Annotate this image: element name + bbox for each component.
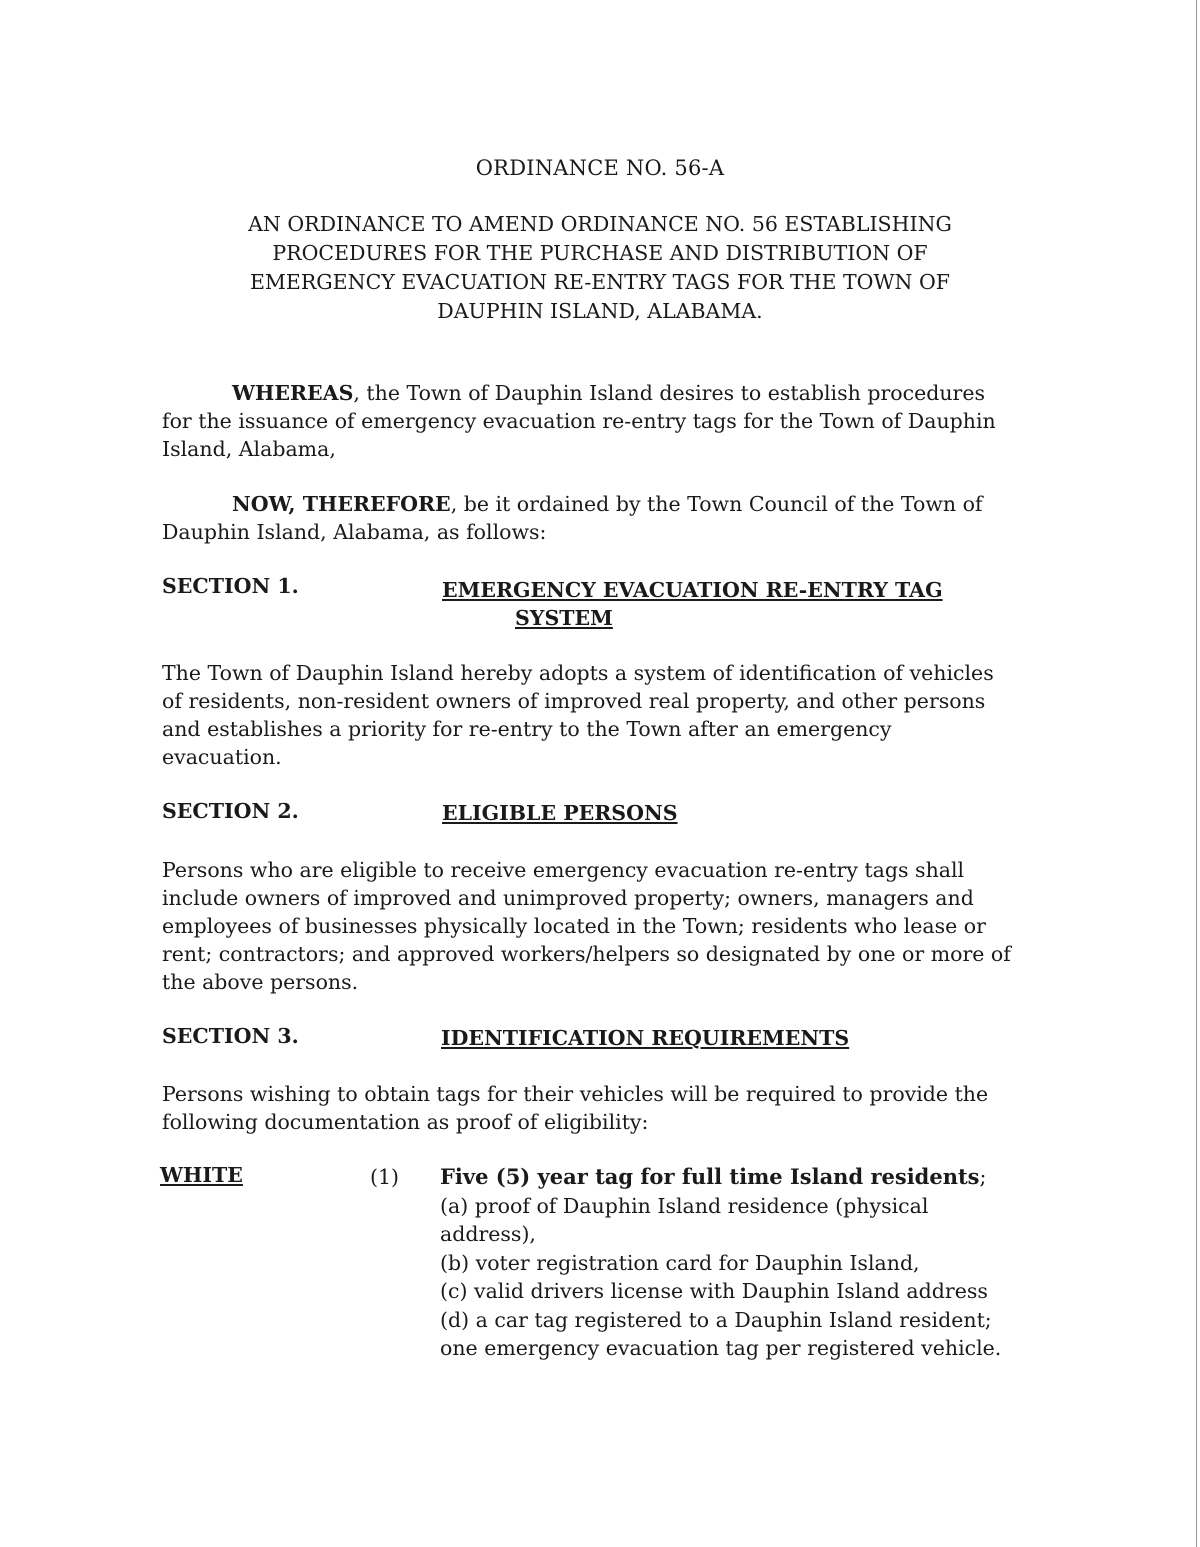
ordinance-heading bbox=[150, 210, 1050, 326]
section-1-title-line bbox=[442, 604, 943, 632]
section-3-line: Persons wishing to obtain tags for their vehicles will be required to provide the bbox=[162, 1082, 989, 1106]
therefore-line: Dauphin Island, Alabama, as follows: bbox=[162, 520, 547, 544]
section-1-title-word: SYSTEM bbox=[515, 606, 613, 630]
section-3-body bbox=[162, 1080, 1032, 1136]
section-1-title-line: EMERGENCY EVACUATION RE-ENTRY TAG bbox=[442, 578, 943, 602]
section-2-title: ELIGIBLE PERSONS bbox=[442, 801, 678, 825]
section-3-label: SECTION 3. bbox=[162, 1024, 299, 1048]
tier-line: (d) a car tag registered to a Dauphin Island resident; bbox=[440, 1307, 992, 1332]
section-1-line: evacuation. bbox=[162, 745, 282, 769]
section-2-line: the above persons. bbox=[162, 970, 359, 994]
section-1-line: The Town of Dauphin Island hereby adopts a system of identification of vehicles bbox=[162, 661, 994, 685]
section-3-title: IDENTIFICATION REQUIREMENTS bbox=[441, 1026, 850, 1050]
tier-lead-line bbox=[440, 1163, 1020, 1192]
tier-label-white: WHITE bbox=[160, 1163, 243, 1187]
section-1-line: of residents, non-resident owners of improved real property, and other persons bbox=[162, 689, 986, 713]
section-2-line: Persons who are eligible to receive emergency evacuation re-entry tags shall bbox=[162, 858, 965, 882]
whereas-text: , the Town of Dauphin Island desires to establish procedures bbox=[353, 381, 985, 405]
tier-line: (c) valid drivers license with Dauphin Island address bbox=[440, 1279, 988, 1303]
section-2-label: SECTION 2. bbox=[162, 799, 299, 823]
tier-line: (a) proof of Dauphin Island residence (physical bbox=[440, 1193, 929, 1218]
section-1-body bbox=[162, 659, 1032, 771]
scan-edge-line bbox=[1196, 0, 1197, 1547]
tier-line: (b) voter registration card for Dauphin Island, bbox=[440, 1250, 920, 1275]
section-1-label: SECTION 1. bbox=[162, 574, 299, 598]
tier-requirements bbox=[440, 1163, 1020, 1363]
therefore-line bbox=[162, 490, 1032, 518]
ordinance-number: ORDINANCE NO. 56-A bbox=[475, 156, 725, 180]
section-1-title bbox=[442, 576, 943, 632]
whereas-line bbox=[162, 379, 1032, 407]
heading-line: PROCEDURES FOR THE PURCHASE AND DISTRIBUTION OF bbox=[272, 241, 928, 265]
therefore-lead: NOW, THEREFORE bbox=[232, 492, 451, 516]
tier-lead-suffix: ; bbox=[979, 1165, 987, 1189]
tier-line: address), bbox=[440, 1222, 536, 1246]
section-1-line: and establishes a priority for re-entry to the Town after an emergency bbox=[162, 717, 892, 741]
whereas-lead: WHEREAS bbox=[232, 381, 354, 405]
heading-line: AN ORDINANCE TO AMEND ORDINANCE NO. 56 ESTABLISHING bbox=[248, 212, 952, 236]
section-2-line: employees of businesses physically located in the Town; residents who lease or bbox=[162, 914, 986, 938]
section-2-line: rent; contractors; and approved workers/helpers so designated by one or more of bbox=[162, 942, 1011, 966]
tier-number: (1) bbox=[370, 1165, 400, 1189]
section-2-line: include owners of improved and unimproved property; owners, managers and bbox=[162, 886, 974, 910]
therefore-paragraph bbox=[162, 490, 1032, 546]
whereas-line: Island, Alabama, bbox=[162, 437, 336, 461]
heading-line: DAUPHIN ISLAND, ALABAMA. bbox=[437, 299, 763, 323]
heading-line: EMERGENCY EVACUATION RE-ENTRY TAGS FOR THE TOWN OF bbox=[249, 270, 951, 294]
whereas-paragraph bbox=[162, 379, 1032, 463]
section-2-body bbox=[162, 856, 1032, 996]
therefore-text: , be it ordained by the Town Council of the Town of bbox=[450, 492, 983, 516]
whereas-line: for the issuance of emergency evacuation re-entry tags for the Town of Dauphin bbox=[162, 409, 996, 433]
section-3-line: following documentation as proof of eligibility: bbox=[162, 1110, 649, 1134]
tier-line: one emergency evacuation tag per registered vehicle. bbox=[440, 1336, 1002, 1360]
tier-lead: Five (5) year tag for full time Island residents bbox=[440, 1164, 980, 1189]
